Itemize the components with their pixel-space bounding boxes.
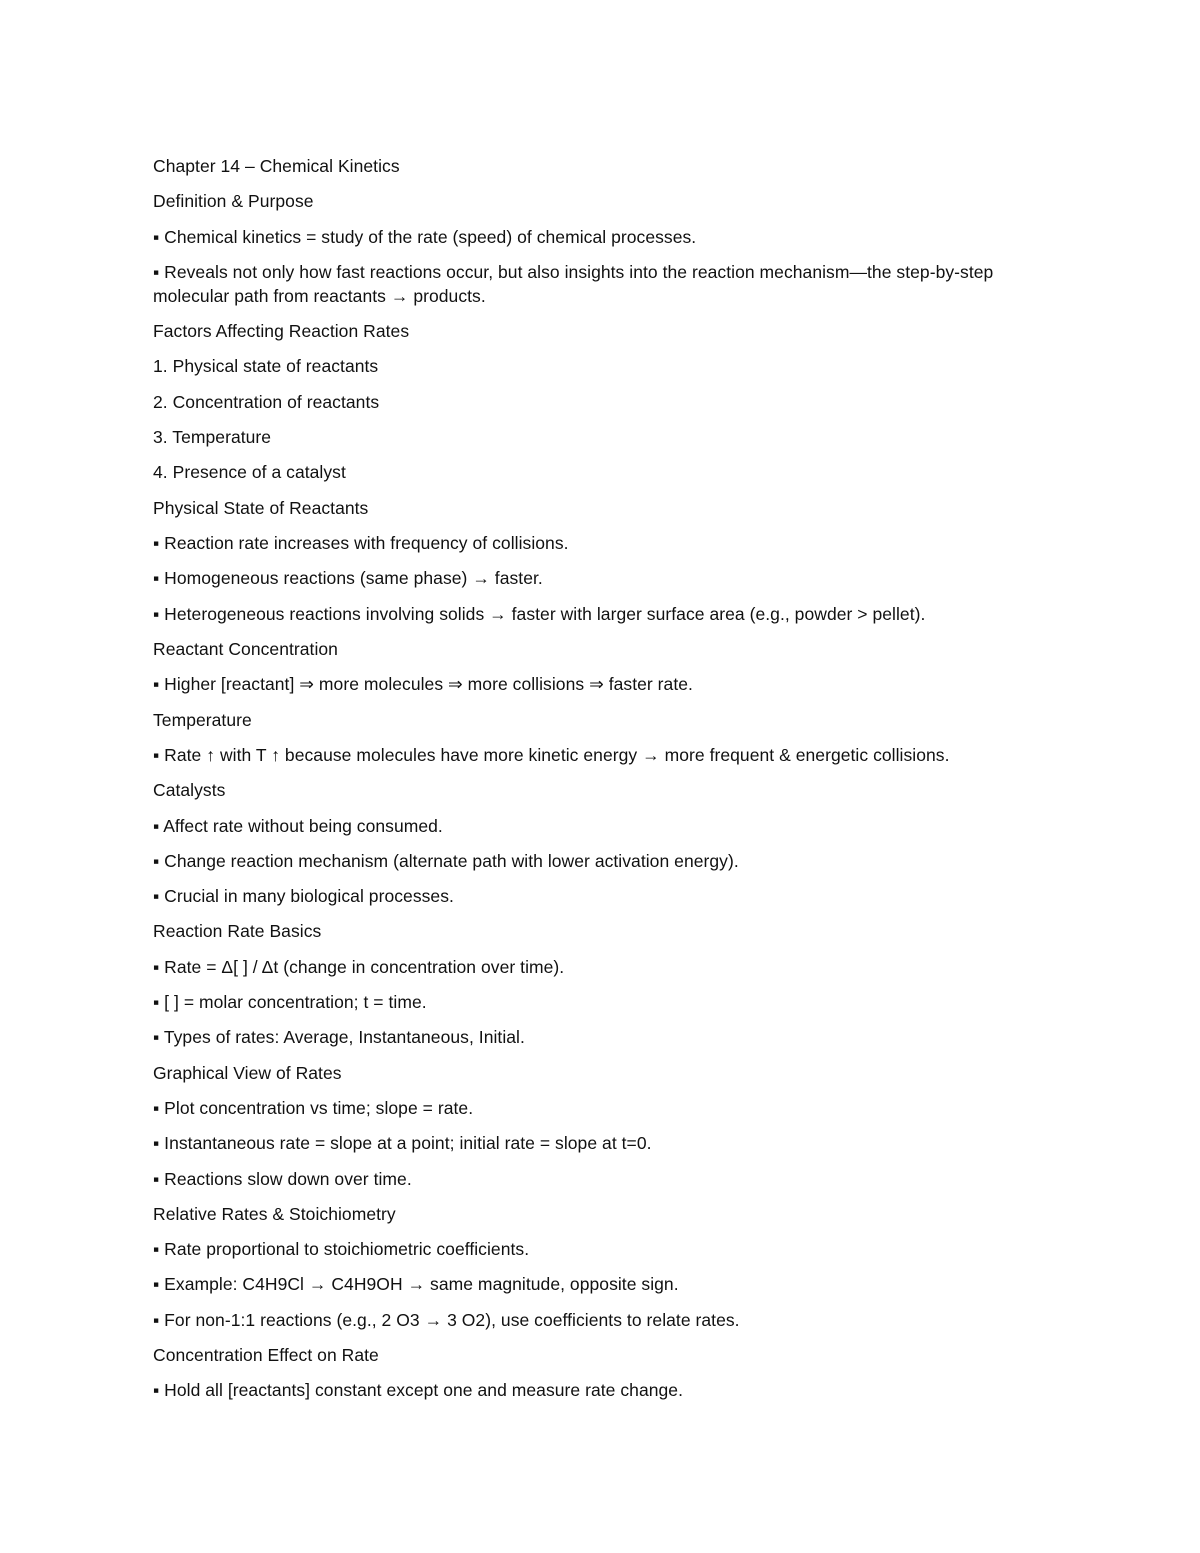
bullet-item: ▪ Heterogeneous reactions involving solids → faster with larger surface area (e.g., powder > pellet). bbox=[153, 604, 926, 624]
section-heading: Reactant Concentration bbox=[153, 639, 338, 659]
list-item: 4. Presence of a catalyst bbox=[153, 462, 346, 482]
bullet-item: ▪ Plot concentration vs time; slope = rate. bbox=[153, 1098, 474, 1118]
bullet-item: ▪ Homogeneous reactions (same phase) → faster. bbox=[153, 568, 543, 588]
list-item: 1. Physical state of reactants bbox=[153, 356, 379, 376]
section-heading: Temperature bbox=[153, 710, 252, 730]
bullet-item: ▪ Crucial in many biological processes. bbox=[153, 886, 454, 906]
section-heading: Concentration Effect on Rate bbox=[153, 1345, 379, 1365]
list-item: 3. Temperature bbox=[153, 427, 272, 447]
section-heading: Graphical View of Rates bbox=[153, 1063, 342, 1083]
bullet-item: ▪ Rate proportional to stoichiometric coefficients. bbox=[153, 1239, 530, 1259]
bullet-item: ▪ Change reaction mechanism (alternate path with lower activation energy). bbox=[153, 851, 739, 871]
bullet-item: ▪ Hold all [reactants] constant except one and measure rate change. bbox=[153, 1380, 684, 1400]
bullet-item: ▪ Example: C4H9Cl → C4H9OH → same magnitude, opposite sign. bbox=[153, 1274, 679, 1294]
page-title: Chapter 14 – Chemical Kinetics bbox=[153, 156, 400, 176]
bullet-item: ▪ Rate = Δ[ ] / Δt (change in concentration over time). bbox=[153, 957, 565, 977]
bullet-item: ▪ Reveals not only how fast reactions occur, but also insights into the reaction mechanism—the step-by-step molecular path from reactants → products. bbox=[153, 262, 994, 306]
section-heading: Catalysts bbox=[153, 780, 226, 800]
list-item: 2. Concentration of reactants bbox=[153, 392, 380, 412]
section-heading: Physical State of Reactants bbox=[153, 498, 369, 518]
bullet-item: ▪ Types of rates: Average, Instantaneous, Initial. bbox=[153, 1027, 525, 1047]
section-heading: Factors Affecting Reaction Rates bbox=[153, 321, 410, 341]
bullet-item: ▪ [ ] = molar concentration; t = time. bbox=[153, 992, 427, 1012]
bullet-item: ▪ Chemical kinetics = study of the rate (speed) of chemical processes. bbox=[153, 227, 697, 247]
bullet-item: ▪ Reactions slow down over time. bbox=[153, 1169, 412, 1189]
bullet-item: ▪ For non-1:1 reactions (e.g., 2 O3 → 3 O2), use coefficients to relate rates. bbox=[153, 1310, 740, 1330]
bullet-item: ▪ Reaction rate increases with frequency of collisions. bbox=[153, 533, 569, 553]
section-heading: Relative Rates & Stoichiometry bbox=[153, 1204, 396, 1224]
section-heading: Reaction Rate Basics bbox=[153, 921, 322, 941]
section-heading: Definition & Purpose bbox=[153, 191, 314, 211]
bullet-item: ▪ Rate ↑ with T ↑ because molecules have more kinetic energy → more frequent & energetic collisions. bbox=[153, 745, 950, 765]
bullet-item: ▪ Affect rate without being consumed. bbox=[153, 816, 443, 836]
bullet-item: ▪ Instantaneous rate = slope at a point; initial rate = slope at t=0. bbox=[153, 1133, 652, 1153]
bullet-item: ▪ Higher [reactant] ⇒ more molecules ⇒ more collisions ⇒ faster rate. bbox=[153, 674, 693, 694]
